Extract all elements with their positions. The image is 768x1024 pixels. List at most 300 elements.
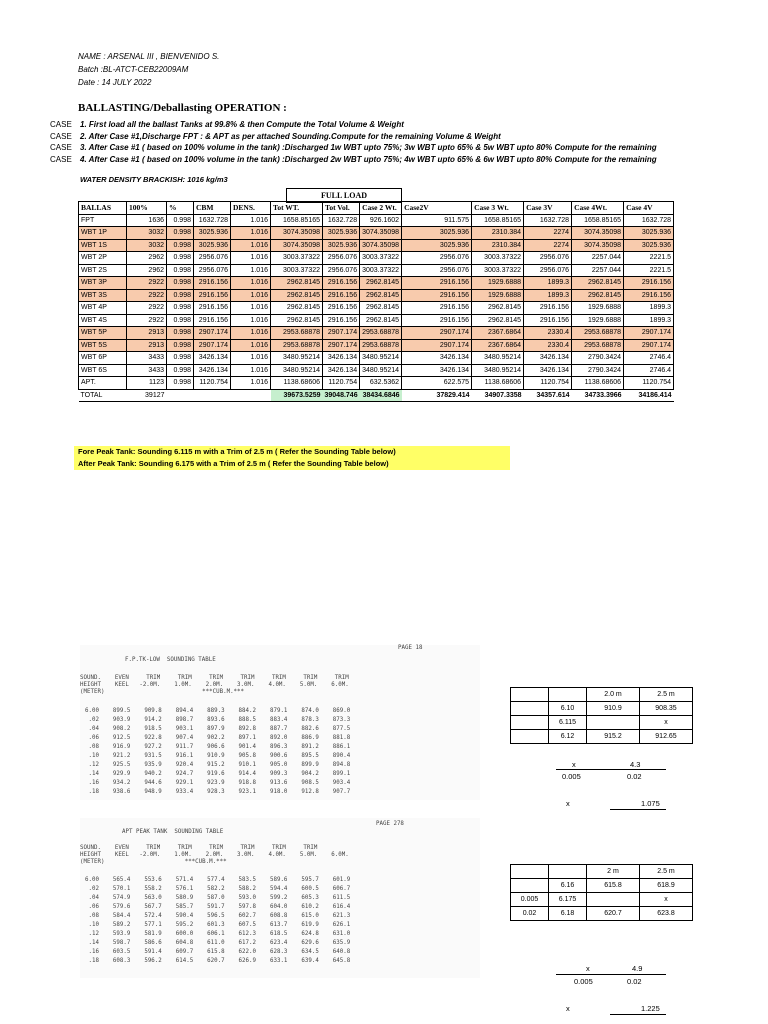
total-cell: 34907.3358 xyxy=(472,389,524,402)
column-header: Tot WT. xyxy=(271,202,323,215)
table-cell: 2916.156 xyxy=(323,277,360,290)
apt-interp-table xyxy=(510,864,693,921)
table-cell: 0.998 xyxy=(167,239,194,252)
case-list xyxy=(50,119,657,165)
interp-cell xyxy=(587,893,640,907)
table-cell: 2962.8145 xyxy=(572,289,624,302)
table-cell: 2953.68878 xyxy=(271,327,323,340)
table-cell: 2956.076 xyxy=(194,252,231,265)
table-cell: 2916.156 xyxy=(402,289,472,302)
interp-cell: 6.115 xyxy=(549,716,587,730)
total-cell: 39673.5259 xyxy=(271,389,323,402)
table-cell: 2962.8145 xyxy=(472,314,524,327)
interp-row xyxy=(511,907,693,921)
table-cell: 2953.68878 xyxy=(271,339,323,352)
table-cell: 3025.936 xyxy=(323,227,360,240)
table-cell: 3426.134 xyxy=(402,352,472,365)
total-cell xyxy=(231,389,271,402)
interp-cell: 912.65 xyxy=(640,730,693,744)
table-cell: WBT 6S xyxy=(79,364,127,377)
table-cell: 1.016 xyxy=(231,214,271,227)
table-cell: 2913 xyxy=(127,327,167,340)
interp-cell xyxy=(511,702,549,716)
column-header: DENS. xyxy=(231,202,271,215)
table-cell: 1899.3 xyxy=(524,277,572,290)
total-row xyxy=(79,389,674,402)
apt-result: 1.225 xyxy=(641,1004,660,1013)
interp-row xyxy=(511,716,693,730)
table-row xyxy=(79,339,674,352)
table-cell: 1120.754 xyxy=(524,377,572,390)
apt-x-label: x xyxy=(586,964,590,973)
table-row xyxy=(79,289,674,302)
table-cell: 2922 xyxy=(127,302,167,315)
apt-scan-title: APT PEAK TANK SOUNDING TABLE xyxy=(122,829,224,835)
table-cell: 3074.35098 xyxy=(360,239,402,252)
column-header: Case 3 Wt. xyxy=(472,202,524,215)
table-cell: 3025.936 xyxy=(194,239,231,252)
table-cell: 1.016 xyxy=(231,264,271,277)
table-cell: WBT 4P xyxy=(79,302,127,315)
table-cell: 1120.754 xyxy=(323,377,360,390)
table-cell: 2221.5 xyxy=(624,264,674,277)
interp-row xyxy=(511,879,693,893)
column-header: Case2V xyxy=(402,202,472,215)
fpt-x-bot-right: 0.02 xyxy=(627,772,642,781)
table-cell: 3480.95214 xyxy=(360,364,402,377)
batch-label: Batch :BL-ATCT-CEB22009AM xyxy=(78,65,189,74)
table-cell: 1.016 xyxy=(231,314,271,327)
interp-cell: 6.10 xyxy=(549,702,587,716)
table-cell: 2953.68878 xyxy=(572,327,624,340)
table-cell: 0.998 xyxy=(167,214,194,227)
table-cell: 2916.156 xyxy=(402,314,472,327)
fpt-scan-title: F.P.TK-LOW SOUNDING TABLE xyxy=(125,657,216,663)
table-cell: 1899.3 xyxy=(624,302,674,315)
table-cell: 1138.68606 xyxy=(572,377,624,390)
table-cell: 2907.174 xyxy=(624,339,674,352)
table-cell: 2956.076 xyxy=(323,264,360,277)
table-cell: 2367.6864 xyxy=(472,339,524,352)
apt-page-number: PAGE 278 xyxy=(376,821,404,827)
table-cell: 3003.37322 xyxy=(360,252,402,265)
table-cell: 2962 xyxy=(127,252,167,265)
interp-cell: 620.7 xyxy=(587,907,640,921)
table-cell: 2916.156 xyxy=(402,277,472,290)
table-cell: 2916.156 xyxy=(524,314,572,327)
table-cell: 2913 xyxy=(127,339,167,352)
table-cell: WBT 2P xyxy=(79,252,127,265)
table-cell: 2916.156 xyxy=(624,289,674,302)
table-row xyxy=(79,214,674,227)
table-cell: 2956.076 xyxy=(194,264,231,277)
table-cell: 0.998 xyxy=(167,227,194,240)
table-cell: 2257.044 xyxy=(572,264,624,277)
table-row xyxy=(79,327,674,340)
fpt-result: 1.075 xyxy=(641,799,660,808)
table-cell: 2916.156 xyxy=(323,289,360,302)
table-cell: 1.016 xyxy=(231,252,271,265)
interp-cell: 618.9 xyxy=(640,879,693,893)
table-cell: 2907.174 xyxy=(323,339,360,352)
table-cell: 0.998 xyxy=(167,377,194,390)
interp-cell: 623.8 xyxy=(640,907,693,921)
interp-cell: x xyxy=(640,716,693,730)
table-cell: 2907.174 xyxy=(624,327,674,340)
total-cell: 39048.746 xyxy=(323,389,360,402)
table-cell: 2274 xyxy=(524,227,572,240)
table-row xyxy=(79,364,674,377)
table-row xyxy=(79,239,674,252)
table-cell: 2956.076 xyxy=(524,264,572,277)
interp-cell xyxy=(511,879,549,893)
ballast-table xyxy=(78,201,674,402)
table-cell: 2916.156 xyxy=(402,302,472,315)
total-cell: 34186.414 xyxy=(624,389,674,402)
column-header: CBM xyxy=(194,202,231,215)
interp-cell xyxy=(549,688,587,702)
note-apt: After Peak Tank: Sounding 6.175 with a Trim of 2.5 m ( Refer the Sounding Table below) xyxy=(78,459,389,468)
table-cell: WBT 1P xyxy=(79,227,127,240)
table-cell: 2953.68878 xyxy=(360,327,402,340)
table-cell: 3480.95214 xyxy=(271,364,323,377)
table-cell: 2330.4 xyxy=(524,339,572,352)
apt-x-top: 4.9 xyxy=(632,964,643,973)
table-cell: 2956.076 xyxy=(402,264,472,277)
table-cell: 3032 xyxy=(127,227,167,240)
table-cell: 2907.174 xyxy=(323,327,360,340)
total-cell: 39127 xyxy=(127,389,167,402)
page-title: BALLASTING/Deballasting OPERATION : xyxy=(78,102,287,114)
full-load-label: FULL LOAD xyxy=(286,188,402,203)
interp-cell: 0.02 xyxy=(511,907,549,921)
apt-x-bot-left: 0.005 xyxy=(574,977,593,986)
column-header: Tot Vol. xyxy=(323,202,360,215)
table-cell: 3426.134 xyxy=(524,352,572,365)
note-fpt: Fore Peak Tank: Sounding 6.115 m with a Trim of 2.5 m ( Refer the Sounding Table below) xyxy=(78,447,396,456)
table-cell: 3025.936 xyxy=(402,227,472,240)
table-cell: 2962.8145 xyxy=(572,277,624,290)
table-cell: 1.016 xyxy=(231,289,271,302)
interp-cell: 0.005 xyxy=(511,893,549,907)
table-cell: 3025.936 xyxy=(402,239,472,252)
total-cell: TOTAL xyxy=(79,389,127,402)
table-cell: 1929.6888 xyxy=(472,289,524,302)
interp-cell: 908.35 xyxy=(640,702,693,716)
interp-cell xyxy=(511,730,549,744)
apt-scan-head2: HEIGHT KEEL -2.0M. 1.0M. 2.0M. 3.0M. 4.0M. 5.0M. 6.0M. xyxy=(80,852,349,858)
table-cell: 3003.37322 xyxy=(472,252,524,265)
table-cell: 2790.3424 xyxy=(572,364,624,377)
table-cell: WBT 4S xyxy=(79,314,127,327)
table-cell: 3025.936 xyxy=(624,227,674,240)
table-row xyxy=(79,352,674,365)
table-cell: 1929.6888 xyxy=(472,277,524,290)
table-cell: 1636 xyxy=(127,214,167,227)
table-cell: 1899.3 xyxy=(524,289,572,302)
table-cell: 1632.728 xyxy=(194,214,231,227)
table-cell: 3074.35098 xyxy=(572,239,624,252)
table-cell: 2953.68878 xyxy=(360,339,402,352)
table-cell: 3426.134 xyxy=(323,364,360,377)
table-cell: 0.998 xyxy=(167,277,194,290)
table-cell: APT. xyxy=(79,377,127,390)
table-cell: 2922 xyxy=(127,277,167,290)
table-row xyxy=(79,277,674,290)
table-cell: 2956.076 xyxy=(402,252,472,265)
table-cell: 2907.174 xyxy=(194,327,231,340)
table-cell: 2310.384 xyxy=(472,227,524,240)
apt-x-bot-right: 0.02 xyxy=(627,977,642,986)
table-cell: 0.998 xyxy=(167,364,194,377)
apt-scan-head1: SOUND. EVEN TRIM TRIM TRIM TRIM TRIM TRIM xyxy=(80,845,318,851)
table-cell: 2962.8145 xyxy=(360,302,402,315)
table-cell: WBT 2S xyxy=(79,264,127,277)
interp-row xyxy=(511,688,693,702)
fpt-result-x: x xyxy=(566,799,570,808)
table-cell: 1138.68606 xyxy=(472,377,524,390)
interp-cell: 6.16 xyxy=(549,879,587,893)
table-header-row xyxy=(79,202,674,215)
interp-row xyxy=(511,702,693,716)
table-cell: 2274 xyxy=(524,239,572,252)
table-cell: 3074.35098 xyxy=(572,227,624,240)
table-cell: 1.016 xyxy=(231,227,271,240)
case-line-2: CASE 2. After Case #1,Discharge FPT : & APT as per attached Sounding.Compute for the remaining Volume & Weight xyxy=(50,131,501,141)
table-cell: 3025.936 xyxy=(323,239,360,252)
apt-result-x: x xyxy=(566,1004,570,1013)
table-cell: 2790.3424 xyxy=(572,352,624,365)
table-cell: 1.016 xyxy=(231,377,271,390)
table-cell: 2746.4 xyxy=(624,352,674,365)
fpt-x-label: x xyxy=(572,760,576,769)
table-cell: 0.998 xyxy=(167,252,194,265)
table-cell: WBT 3S xyxy=(79,289,127,302)
column-header: Case 4Wt. xyxy=(572,202,624,215)
column-header: BALLAS xyxy=(79,202,127,215)
fpt-sounding-scan xyxy=(80,645,480,800)
table-cell: FPT xyxy=(79,214,127,227)
table-cell: 2916.156 xyxy=(194,314,231,327)
fpt-scan-rows: 6.00 899.5 909.8 894.4 889.3 884.2 879.1 874.0 869.0 .02 903.9 914.2 898.7 893.6 888.5 883.4 878.3 873.3 .04 908.2 918.5 903.1 897.9 892.8 887.7 882.6 877.5 .06 912.5 922.8 907.4 902.2 897.1 892.0 886.9 881.8 .08 916.9 927.2 911.7 906.6 901.4 896.3 891.2 886.1 .10 921.2 931.5 916.1 910.9 905.8 900.6 895.5 890.4 .12 925.5 935.9 920.4 915.2 910.1 905.0 899.9 894.8 .14 929.9 940.2 924.7 919.6 914.4 909.3 904.2 899.1 .16 934.2 944.6 929.1 923.9 918.8 913.6 908.5 903.4 .18 938.6 948.9 933.4 928.3 923.1 918.0 912.8 907.7 xyxy=(85,708,351,795)
table-cell: 2916.156 xyxy=(194,302,231,315)
table-cell: 2907.174 xyxy=(194,339,231,352)
table-cell: 3426.134 xyxy=(194,352,231,365)
table-cell: WBT 5P xyxy=(79,327,127,340)
column-header: Case 4V xyxy=(624,202,674,215)
apt-fraction-line xyxy=(556,974,666,975)
table-cell: 0.998 xyxy=(167,264,194,277)
water-density: WATER DENSITY BRACKISH: 1016 kg/m3 xyxy=(80,175,228,184)
column-header: Case 3V xyxy=(524,202,572,215)
table-cell: 1.016 xyxy=(231,302,271,315)
table-cell: 3003.37322 xyxy=(360,264,402,277)
interp-cell: 6.12 xyxy=(549,730,587,744)
table-cell: 3426.134 xyxy=(524,364,572,377)
table-cell: 0.998 xyxy=(167,302,194,315)
table-cell: 3433 xyxy=(127,352,167,365)
header-block xyxy=(78,50,219,89)
apt-scan-rows: 6.00 565.4 553.6 571.4 577.4 583.5 589.6 595.7 601.9 .02 570.1 558.2 576.1 582.2 588.2 594.4 600.5 606.7 .04 574.9 563.0 580.9 587.0 593.0 599.2 605.3 611.5 .06 579.6 567.7 585.7 591.7 597.8 604.0 610.2 616.4 .08 584.4 572.4 590.4 596.5 602.7 608.8 615.0 621.3 .10 589.2 577.1 595.2 601.3 607.5 613.7 619.9 626.1 .12 593.9 581.9 600.0 606.1 612.3 618.5 624.8 631.0 .14 598.7 586.6 604.8 611.0 617.2 623.4 629.6 635.9 .16 603.5 591.4 609.7 615.8 622.0 628.3 634.5 640.8 .18 608.3 596.2 614.5 620.7 626.9 633.1 639.4 645.8 xyxy=(85,877,351,964)
apt-scan-head3: (METER) ***CUB.M.*** xyxy=(80,859,227,865)
table-cell: 911.575 xyxy=(402,214,472,227)
table-cell: 3074.35098 xyxy=(271,239,323,252)
table-cell: 2907.174 xyxy=(402,339,472,352)
case-line-4: CASE 4. After Case #1 ( based on 100% volume in the tank) :Discharged 2w WBT upto 75%; 4w WBT upto 65% & 6w WBT upto 80% Compute for the remaining xyxy=(50,154,657,164)
interp-row xyxy=(511,730,693,744)
fpt-x-bot-left: 0.005 xyxy=(562,772,581,781)
table-cell: 2922 xyxy=(127,314,167,327)
table-cell: 3426.134 xyxy=(194,364,231,377)
table-cell: 3074.35098 xyxy=(360,227,402,240)
table-row xyxy=(79,264,674,277)
table-cell: 1658.85165 xyxy=(271,214,323,227)
case-line-3: CASE 3. After Case #1 ( based on 100% volume in the tank) :Discharged 1w WBT upto 75%; 3w WBT upto 65% & 5w WBT upto 80% Compute for the remaining xyxy=(50,143,657,152)
table-cell: 1.016 xyxy=(231,352,271,365)
table-cell: 1.016 xyxy=(231,327,271,340)
table-cell: 2916.156 xyxy=(194,289,231,302)
interp-cell: 2.5 m xyxy=(640,688,693,702)
table-cell: 1.016 xyxy=(231,239,271,252)
table-cell: WBT 3P xyxy=(79,277,127,290)
table-cell: 2962.8145 xyxy=(472,302,524,315)
table-cell: 2916.156 xyxy=(323,302,360,315)
table-row xyxy=(79,227,674,240)
interp-cell: 2.5 m xyxy=(640,865,693,879)
interp-cell: 2 m xyxy=(587,865,640,879)
fpt-page-number: PAGE 18 xyxy=(398,645,423,651)
notes-box xyxy=(74,446,510,470)
table-cell: 2956.076 xyxy=(524,252,572,265)
fpt-fraction-line xyxy=(556,769,666,770)
table-row xyxy=(79,377,674,390)
table-cell: 3480.95214 xyxy=(472,352,524,365)
table-cell: 2962 xyxy=(127,264,167,277)
table-cell: 1658.85165 xyxy=(572,214,624,227)
table-cell: 1658.85165 xyxy=(472,214,524,227)
table-cell: 622.575 xyxy=(402,377,472,390)
table-cell: 2907.174 xyxy=(402,327,472,340)
column-header: % xyxy=(167,202,194,215)
table-row xyxy=(79,252,674,265)
interp-cell: 910.9 xyxy=(587,702,640,716)
total-cell: 34357.614 xyxy=(524,389,572,402)
apt-result-line xyxy=(610,1014,666,1015)
interp-cell: 6.175 xyxy=(549,893,587,907)
table-row xyxy=(79,302,674,315)
table-cell: 3025.936 xyxy=(624,239,674,252)
table-cell: 2746.4 xyxy=(624,364,674,377)
table-cell: 3426.134 xyxy=(323,352,360,365)
interp-cell xyxy=(511,865,549,879)
apt-sounding-scan xyxy=(80,818,480,978)
total-cell xyxy=(194,389,231,402)
table-cell: 1.016 xyxy=(231,364,271,377)
table-cell: 2916.156 xyxy=(524,302,572,315)
table-cell: 632.5362 xyxy=(360,377,402,390)
table-cell: 1632.728 xyxy=(524,214,572,227)
column-header: 100% xyxy=(127,202,167,215)
interp-row xyxy=(511,893,693,907)
table-cell: 2257.044 xyxy=(572,252,624,265)
table-cell: 1929.6888 xyxy=(572,314,624,327)
interp-cell xyxy=(549,865,587,879)
table-cell: 1123 xyxy=(127,377,167,390)
table-cell: 2962.8145 xyxy=(271,314,323,327)
table-cell: 0.998 xyxy=(167,314,194,327)
interp-cell: 615.8 xyxy=(587,879,640,893)
table-cell: 3480.95214 xyxy=(472,364,524,377)
table-cell: 3025.936 xyxy=(194,227,231,240)
table-cell: 1.016 xyxy=(231,339,271,352)
table-cell: 1120.754 xyxy=(194,377,231,390)
table-cell: 3074.35098 xyxy=(271,227,323,240)
fpt-x-top: 4.3 xyxy=(630,760,641,769)
table-cell: 2221.5 xyxy=(624,252,674,265)
table-cell: 2962.8145 xyxy=(271,289,323,302)
table-cell: 3426.134 xyxy=(402,364,472,377)
table-cell: 1120.754 xyxy=(624,377,674,390)
table-cell: 2962.8145 xyxy=(271,302,323,315)
table-cell: 2916.156 xyxy=(624,277,674,290)
table-cell: 2962.8145 xyxy=(271,277,323,290)
fpt-scan-head2: HEIGHT KEEL -2.0M. 1.0M. 2.0M. 3.0M. 4.0M. 5.0M. 6.0M. xyxy=(80,682,349,688)
table-cell: 2953.68878 xyxy=(572,339,624,352)
interp-cell xyxy=(511,688,549,702)
table-row xyxy=(79,314,674,327)
table-cell: 1899.3 xyxy=(624,314,674,327)
table-cell: 3480.95214 xyxy=(360,352,402,365)
table-cell: 2367.6864 xyxy=(472,327,524,340)
table-cell: 2962.8145 xyxy=(360,289,402,302)
table-cell: 2956.076 xyxy=(323,252,360,265)
table-cell: 1929.6888 xyxy=(572,302,624,315)
interp-cell xyxy=(587,716,640,730)
table-cell: 1.016 xyxy=(231,277,271,290)
table-cell: WBT 1S xyxy=(79,239,127,252)
table-cell: 1138.68606 xyxy=(271,377,323,390)
table-cell: 2962.8145 xyxy=(360,277,402,290)
interp-cell: 915.2 xyxy=(587,730,640,744)
table-cell: 2916.156 xyxy=(323,314,360,327)
table-cell: 3003.37322 xyxy=(271,264,323,277)
table-cell: WBT 6P xyxy=(79,352,127,365)
fpt-interp-table xyxy=(510,687,693,744)
interp-row xyxy=(511,865,693,879)
column-header: Case 2 Wt. xyxy=(360,202,402,215)
fpt-scan-head1: SOUND. EVEN TRIM TRIM TRIM TRIM TRIM TRIM TRIM xyxy=(80,675,349,681)
table-cell: 3433 xyxy=(127,364,167,377)
table-cell: 3003.37322 xyxy=(271,252,323,265)
table-cell: 3003.37322 xyxy=(472,264,524,277)
interp-cell: x xyxy=(640,893,693,907)
table-cell: 0.998 xyxy=(167,289,194,302)
table-cell: 1632.728 xyxy=(624,214,674,227)
table-cell: 2310.384 xyxy=(472,239,524,252)
fpt-scan-head3: (METER) ***CUB.M.*** xyxy=(80,689,245,695)
interp-cell: 2.0 m xyxy=(587,688,640,702)
table-cell: WBT 5S xyxy=(79,339,127,352)
interp-cell xyxy=(511,716,549,730)
table-cell: 0.998 xyxy=(167,339,194,352)
date-label: Date : 14 JULY 2022 xyxy=(78,78,152,87)
student-name: NAME : ARSENAL III , BIENVENIDO S. xyxy=(78,52,220,61)
case-line-1: CASE 1. First load all the ballast Tanks at 99.8% & then Compute the Total Volume & Weight xyxy=(50,120,404,129)
table-cell: 2330.4 xyxy=(524,327,572,340)
table-cell: 3480.95214 xyxy=(271,352,323,365)
total-cell: 34733.3966 xyxy=(572,389,624,402)
total-cell: 38434.6846 xyxy=(360,389,402,402)
